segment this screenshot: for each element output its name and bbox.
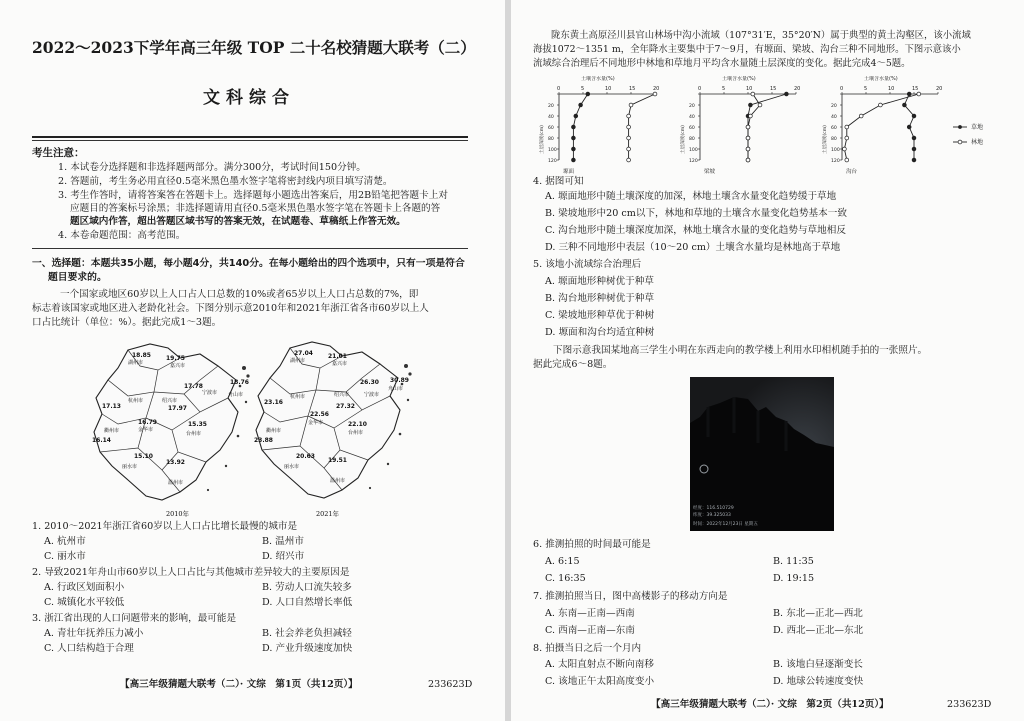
photo-watermark-2: 纬度：39.325033 bbox=[693, 513, 731, 518]
svg-text:30.89: 30.89 bbox=[390, 377, 409, 384]
chart-top-label: 土壤含水量(%) bbox=[581, 76, 615, 82]
exam-title: 2022～2023下学年高三年级 TOP 二十名校猜题大联考（二） bbox=[32, 38, 476, 57]
section-heading: 一、选择题：本题共35小题，每小题4分，共140分。在每小题给出的四个选项中，只有一项是符合 bbox=[32, 258, 465, 269]
q2-option-a[interactable]: A. 行政区划面积小 bbox=[44, 582, 125, 593]
legend-grass-label: 草地 bbox=[971, 124, 984, 131]
forest-point bbox=[627, 125, 631, 129]
notice-4: 4. 本卷命题范围：高考范围。 bbox=[58, 230, 186, 241]
q7-option-a[interactable]: A. 东南—正南—西南 bbox=[545, 608, 635, 619]
forest-point bbox=[751, 92, 755, 96]
q5-option-c[interactable]: C. 梁坡地形种草优于种树 bbox=[545, 310, 655, 321]
forest-point bbox=[746, 147, 750, 151]
svg-text:嘉兴市: 嘉兴市 bbox=[332, 361, 348, 367]
svg-text:温州市: 温州市 bbox=[330, 478, 346, 484]
forest-point bbox=[917, 92, 921, 96]
q4-stem: 4. 据图可知 bbox=[533, 176, 584, 187]
night-photo-image bbox=[690, 377, 834, 531]
svg-text:绍兴市: 绍兴市 bbox=[334, 392, 350, 398]
forest-point bbox=[629, 103, 633, 107]
q4-option-c[interactable]: C. 沟台地形中随土壤深度加深，林地土壤含水量的变化趋势与草地相反 bbox=[545, 225, 846, 236]
svg-text:金华市: 金华市 bbox=[308, 420, 324, 426]
forest-point bbox=[758, 103, 762, 107]
y-tick-label: 60 bbox=[548, 125, 554, 131]
q1-stem: 1. 2010～2021年浙江省60岁以上人口占比增长最慢的城市是 bbox=[32, 521, 298, 532]
grass-series-line bbox=[748, 94, 786, 160]
svg-text:宁波市: 宁波市 bbox=[364, 392, 380, 398]
svg-text:18.76: 18.76 bbox=[230, 379, 249, 386]
intro-6-8-line-2: 据此完成6～8题。 bbox=[533, 359, 613, 370]
grass-point bbox=[907, 92, 911, 96]
svg-text:丽水市: 丽水市 bbox=[284, 464, 300, 470]
q5-option-b[interactable]: B. 沟台地形种树优于种草 bbox=[545, 293, 655, 304]
intro-line-2: 标志着该国家或地区进入老龄化社会。下图分别示意2010年和2021年浙江省各市60岁以上人 bbox=[32, 303, 429, 314]
svg-text:13.92: 13.92 bbox=[166, 459, 185, 466]
x-tick-label: 10 bbox=[605, 86, 612, 92]
svg-text:衢州市: 衢州市 bbox=[104, 428, 120, 434]
chart-caption: 塬面 bbox=[563, 169, 575, 175]
svg-text:绍兴市: 绍兴市 bbox=[162, 398, 178, 404]
svg-text:台州市: 台州市 bbox=[186, 431, 202, 437]
svg-text:温州市: 温州市 bbox=[168, 480, 184, 486]
q6-option-b[interactable]: B. 11:35 bbox=[773, 556, 814, 567]
svg-text:17.97: 17.97 bbox=[168, 405, 187, 412]
forest-point bbox=[845, 158, 849, 162]
x-tick-label: 0 bbox=[840, 86, 844, 92]
svg-text:16.79: 16.79 bbox=[138, 419, 157, 426]
x-tick-label: 15 bbox=[770, 86, 777, 92]
grass-point bbox=[907, 125, 911, 129]
forest-point bbox=[627, 114, 631, 118]
q3-option-d[interactable]: D. 产业升级速度加快 bbox=[262, 643, 353, 654]
legend-forest-marker bbox=[958, 140, 962, 144]
svg-text:17.13: 17.13 bbox=[102, 403, 121, 410]
q3-option-a[interactable]: A. 青壮年抚养压力减小 bbox=[44, 628, 144, 639]
grass-point bbox=[903, 103, 907, 107]
q3-option-b[interactable]: B. 社会养老负担减轻 bbox=[262, 628, 352, 639]
svg-text:23.88: 23.88 bbox=[254, 437, 273, 444]
chart-caption: 梁坡 bbox=[704, 169, 716, 175]
x-tick-label: 0 bbox=[698, 86, 702, 92]
q5-stem: 5. 该地小流域综合治理后 bbox=[533, 259, 642, 270]
svg-text:舟山市: 舟山市 bbox=[228, 392, 244, 398]
svg-text:15.10: 15.10 bbox=[134, 453, 153, 460]
svg-text:21.01: 21.01 bbox=[328, 353, 347, 360]
y-tick-label: 60 bbox=[831, 125, 837, 131]
y-tick-label: 120 bbox=[689, 158, 698, 164]
map-2010-caption: 2010年 bbox=[166, 510, 190, 518]
x-tick-label: 10 bbox=[746, 86, 753, 92]
svg-text:26.30: 26.30 bbox=[360, 379, 379, 386]
grass-point bbox=[912, 147, 916, 151]
q1-option-a[interactable]: A. 杭州市 bbox=[44, 536, 86, 547]
svg-text:16.14: 16.14 bbox=[92, 437, 111, 444]
label: 18.85 bbox=[132, 352, 151, 359]
forest-point bbox=[749, 114, 753, 118]
y-axis-label: 土层深度(cm) bbox=[681, 125, 686, 154]
page-1-footer: 【高三年级猜题大联考（二）· 文综 第1页（共12页）】 bbox=[120, 679, 358, 690]
subject-title: 文科综合 bbox=[203, 88, 295, 108]
svg-text:15.35: 15.35 bbox=[188, 421, 207, 428]
svg-text:丽水市: 丽水市 bbox=[122, 464, 138, 470]
night-photo bbox=[690, 377, 834, 531]
q8-option-d[interactable]: D. 地球公转速度变快 bbox=[773, 676, 864, 687]
map-2021 bbox=[250, 338, 420, 518]
y-tick-label: 100 bbox=[548, 147, 557, 153]
svg-text:宁波市: 宁波市 bbox=[202, 390, 218, 396]
q8-option-b[interactable]: B. 该地白昼逐渐变长 bbox=[773, 659, 863, 670]
q4-option-a[interactable]: A. 塬面地形中随土壤深度的加深，林地土壤含水量变化趋势缓于草地 bbox=[545, 191, 837, 202]
x-tick-label: 20 bbox=[653, 86, 660, 92]
svg-text:杭州市: 杭州市 bbox=[290, 394, 306, 400]
svg-text:衢州市: 衢州市 bbox=[266, 428, 282, 434]
photo-watermark-3: 时间：2022年12月23日 星期五 bbox=[693, 522, 758, 527]
page-2 bbox=[511, 0, 1024, 721]
header-rule-thin bbox=[32, 140, 468, 141]
notice-rule bbox=[32, 248, 468, 249]
y-tick-label: 40 bbox=[831, 114, 837, 120]
svg-text:舟山市: 舟山市 bbox=[388, 386, 404, 392]
svg-text:台州市: 台州市 bbox=[348, 430, 364, 436]
q7-option-d[interactable]: D. 西北—正北—东北 bbox=[773, 625, 864, 636]
legend-forest-label: 林地 bbox=[971, 139, 984, 146]
svg-text:杭州市: 杭州市 bbox=[128, 398, 144, 404]
map-2021-caption: 2021年 bbox=[316, 510, 340, 518]
section-heading-2: 题目要求的。 bbox=[48, 272, 107, 283]
notice-3b: 应题目的答案标号涂黑；非选择题请用直径0.5毫米黑色墨水签字笔在答题卡上各题的答 bbox=[70, 203, 441, 214]
q3-option-c[interactable]: C. 人口结构趋于合理 bbox=[44, 643, 134, 654]
x-tick-label: 15 bbox=[912, 86, 919, 92]
forest-point bbox=[653, 92, 657, 96]
x-tick-label: 5 bbox=[722, 86, 726, 92]
legend-grass-marker bbox=[958, 125, 962, 129]
q4-option-d[interactable]: D. 三种不同地形中表层（10～20 cm）土壤含水量均是林地高于草地 bbox=[545, 242, 841, 253]
grass-point bbox=[785, 92, 789, 96]
map-2010 bbox=[88, 340, 258, 518]
q5-option-d[interactable]: D. 塬面和沟台均适宜种树 bbox=[545, 327, 655, 338]
y-tick-label: 80 bbox=[548, 136, 554, 142]
forest-point bbox=[879, 103, 883, 107]
y-tick-label: 20 bbox=[831, 103, 837, 109]
q7-option-b[interactable]: B. 东北—正北—西北 bbox=[773, 608, 863, 619]
q1-option-c[interactable]: C. 丽水市 bbox=[44, 551, 86, 562]
grass-point bbox=[912, 136, 916, 140]
x-tick-label: 5 bbox=[581, 86, 585, 92]
q1-option-d[interactable]: D. 绍兴市 bbox=[262, 551, 305, 562]
chart-top-label: 土壤含水量(%) bbox=[864, 76, 898, 82]
x-tick-label: 20 bbox=[794, 86, 801, 92]
forest-point bbox=[746, 136, 750, 140]
y-tick-label: 120 bbox=[548, 158, 557, 164]
y-tick-label: 40 bbox=[548, 114, 554, 120]
forest-point bbox=[746, 158, 750, 162]
grass-point bbox=[912, 158, 916, 162]
y-tick-label: 40 bbox=[689, 114, 695, 120]
forest-point bbox=[746, 125, 750, 129]
q3-stem: 3. 浙江省出现的人口问题带来的影响，最可能是 bbox=[32, 613, 237, 624]
svg-text:湖州市: 湖州市 bbox=[128, 360, 144, 366]
soil-moisture-charts bbox=[525, 76, 1015, 176]
y-tick-label: 20 bbox=[548, 103, 554, 109]
intro-6-8-line-1: 下图示意我国某地高三学生小明在东西走向的教学楼上利用水印相机随手拍的一张照片。 bbox=[553, 345, 928, 356]
notice-1: 1. 本试卷分选择题和非选择题两部分。满分300分，考试时间150分钟。 bbox=[58, 162, 366, 173]
x-tick-label: 15 bbox=[629, 86, 636, 92]
intro-4-5-line-3: 流域综合治理后不同地形中林地和草地月平均含水量随土层深度的变化。据此完成4～5题。 bbox=[533, 58, 911, 69]
x-tick-label: 20 bbox=[936, 86, 943, 92]
grass-point bbox=[574, 114, 578, 118]
y-tick-label: 100 bbox=[689, 147, 698, 153]
page-2-code: 233623D bbox=[947, 699, 992, 710]
svg-text:27.32: 27.32 bbox=[336, 403, 355, 410]
forest-point bbox=[627, 158, 631, 162]
y-tick-label: 80 bbox=[689, 136, 695, 142]
chart-caption: 沟台 bbox=[846, 169, 858, 175]
q2-option-c[interactable]: C. 城镇化水平较低 bbox=[44, 597, 125, 608]
svg-text:27.04: 27.04 bbox=[294, 350, 313, 357]
q6-option-a[interactable]: A. 6:15 bbox=[545, 556, 580, 567]
grass-point bbox=[572, 136, 576, 140]
intro-4-5-line-1: 陇东黄土高原泾川县官山林场中沟小流域（107°31′E，35°20′N）属于典型的黄土沟壑区，该小流域 bbox=[551, 30, 971, 41]
y-axis-label: 土层深度(cm) bbox=[540, 125, 545, 154]
svg-text:金华市: 金华市 bbox=[138, 427, 154, 433]
q7-stem: 7. 推测拍照当日，图中高楼影子的移动方向是 bbox=[533, 591, 728, 602]
svg-text:19.75: 19.75 bbox=[166, 355, 185, 362]
page-2-footer: 【高三年级猜题大联考（二）· 文综 第2页（共12页）】 bbox=[651, 699, 889, 710]
q8-option-c[interactable]: C. 该地正午太阳高度变小 bbox=[545, 676, 655, 687]
svg-text:19.51: 19.51 bbox=[328, 457, 347, 464]
intro-line-1: 一个国家或地区60岁以上人口占人口总数的10%或者65岁以上人口占总数的7%，即 bbox=[60, 289, 419, 300]
y-tick-label: 80 bbox=[831, 136, 837, 142]
grass-point bbox=[572, 125, 576, 129]
y-tick-label: 20 bbox=[689, 103, 695, 109]
y-tick-label: 120 bbox=[831, 158, 840, 164]
y-axis-label: 土层深度(cm) bbox=[823, 125, 828, 154]
q6-option-c[interactable]: C. 16:35 bbox=[545, 573, 586, 584]
forest-point bbox=[845, 136, 849, 140]
page-1 bbox=[0, 0, 505, 721]
q8-stem: 8. 拍摄当日之后一个月内 bbox=[533, 643, 642, 654]
forest-point bbox=[843, 147, 847, 151]
q7-option-c[interactable]: C. 西南—正南—东南 bbox=[545, 625, 635, 636]
q5-option-a[interactable]: A. 塬面地形种树优于种草 bbox=[545, 276, 654, 287]
intro-4-5-line-2: 海拔1072～1351 m，全年降水主要集中于7～9月，有塬面、梁坡、沟台三种不同地形。下图示意该小 bbox=[533, 44, 961, 55]
forest-point bbox=[627, 136, 631, 140]
grass-point bbox=[572, 158, 576, 162]
q8-option-a[interactable]: A. 太阳直射点不断向南移 bbox=[545, 659, 654, 670]
svg-text:湖州市: 湖州市 bbox=[290, 358, 306, 364]
x-tick-label: 0 bbox=[557, 86, 561, 92]
y-tick-label: 100 bbox=[831, 147, 840, 153]
chart-top-label: 土壤含水量(%) bbox=[722, 76, 756, 82]
q2-stem: 2. 导致2021年舟山市60岁以上人口占比与其他城市差异较大的主要原因是 bbox=[32, 567, 350, 578]
forest-point bbox=[845, 125, 849, 129]
header-rule bbox=[32, 136, 468, 138]
notice-2: 2. 答题前，考生务必用直径0.5毫米黑色墨水签字笔将密封线内项目填写清楚。 bbox=[58, 176, 393, 187]
grass-point bbox=[749, 103, 753, 107]
x-tick-label: 5 bbox=[864, 86, 868, 92]
svg-text:23.16: 23.16 bbox=[264, 399, 283, 406]
forest-point bbox=[627, 147, 631, 151]
x-tick-label: 10 bbox=[888, 86, 895, 92]
q2-option-d[interactable]: D. 人口自然增长率低 bbox=[262, 597, 353, 608]
notice-3c: 题区域内作答，超出答题区域书写的答案无效，在试题卷、草稿纸上作答无效。 bbox=[70, 216, 406, 227]
notice-heading: 考生注意： bbox=[32, 147, 85, 159]
q2-option-b[interactable]: B. 劳动人口流失较多 bbox=[262, 582, 352, 593]
svg-text:嘉兴市: 嘉兴市 bbox=[170, 363, 186, 369]
q1-option-b[interactable]: B. 温州市 bbox=[262, 536, 304, 547]
grass-point bbox=[586, 92, 590, 96]
q6-stem: 6. 推测拍照的时间最可能是 bbox=[533, 539, 651, 550]
intro-line-3: 口占比统计（单位：%）。据此完成1～3题。 bbox=[32, 317, 222, 328]
y-tick-label: 60 bbox=[689, 125, 695, 131]
q4-option-b[interactable]: B. 梁坡地形中20 cm以下，林地和草地的土壤含水量变化趋势基本一致 bbox=[545, 208, 847, 219]
grass-point bbox=[912, 114, 916, 118]
grass-point bbox=[572, 147, 576, 151]
q6-option-d[interactable]: D. 19:15 bbox=[773, 573, 815, 584]
svg-text:17.78: 17.78 bbox=[184, 383, 203, 390]
notice-3: 3. 考生作答时，请将答案答在答题卡上。选择题每小题选出答案后，用2B铅笔把答题卡上对 bbox=[58, 190, 448, 201]
svg-text:22.10: 22.10 bbox=[348, 421, 367, 428]
svg-text:20.63: 20.63 bbox=[296, 453, 315, 460]
page-1-code: 233623D bbox=[428, 679, 473, 690]
photo-watermark-1: 经度：116.510729 bbox=[693, 506, 734, 511]
svg-text:22.56: 22.56 bbox=[310, 411, 329, 418]
forest-point bbox=[859, 114, 863, 118]
grass-point bbox=[579, 103, 583, 107]
